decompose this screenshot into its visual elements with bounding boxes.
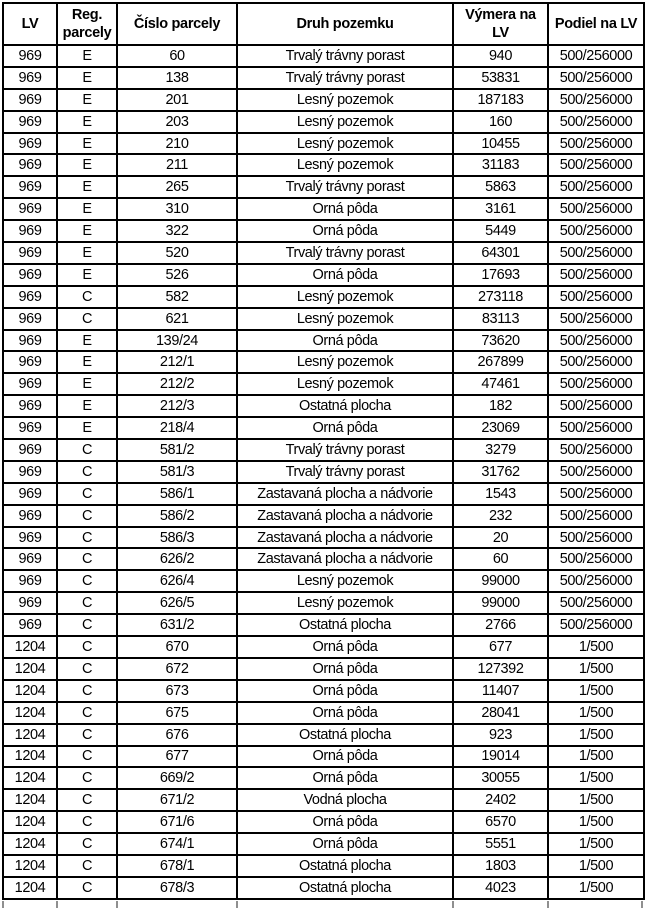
cell-vymera: 232 (453, 505, 548, 527)
cell-lv: 969 (3, 111, 57, 133)
cell-podiel: 500/256000 (548, 417, 644, 439)
cell-reg-parcely: E (57, 67, 117, 89)
cell-cislo-parcely: 265 (117, 176, 237, 198)
cell-reg-parcely: C (57, 286, 117, 308)
column-header-druh-pozemku: Druh pozemku (237, 3, 453, 45)
cell-lv: 1204 (3, 680, 57, 702)
cell-cislo-parcely: 212/2 (117, 373, 237, 395)
cell-reg-parcely: E (57, 154, 117, 176)
cell-lv: 1204 (3, 877, 57, 899)
cell-druh-pozemku: Zastavaná plocha a nádvorie (237, 505, 453, 527)
cell-lv: 969 (3, 242, 57, 264)
cell-reg-parcely: E (57, 373, 117, 395)
cell-lv: 969 (3, 505, 57, 527)
cell-lv: 969 (3, 198, 57, 220)
cell-podiel: 1/500 (548, 680, 644, 702)
cell-reg-parcely: C (57, 702, 117, 724)
cell-reg-parcely: C (57, 746, 117, 768)
cell-podiel: 1/500 (548, 855, 644, 877)
cell-druh-pozemku: Trvalý trávny porast (237, 67, 453, 89)
table-body (3, 45, 644, 899)
table-row (3, 658, 644, 680)
partial-cell (452, 901, 547, 908)
table-row (3, 264, 644, 286)
cell-cislo-parcely: 581/3 (117, 461, 237, 483)
cell-podiel: 500/256000 (548, 198, 644, 220)
cell-lv: 969 (3, 67, 57, 89)
cell-cislo-parcely: 586/2 (117, 505, 237, 527)
cell-vymera: 99000 (453, 570, 548, 592)
cell-druh-pozemku: Ostatná plocha (237, 724, 453, 746)
cell-podiel: 500/256000 (548, 395, 644, 417)
cell-cislo-parcely: 586/3 (117, 527, 237, 549)
cell-cislo-parcely: 211 (117, 154, 237, 176)
cell-reg-parcely: E (57, 351, 117, 373)
cell-cislo-parcely: 626/5 (117, 592, 237, 614)
table-row (3, 330, 644, 352)
header-row (3, 3, 644, 45)
cell-lv: 1204 (3, 811, 57, 833)
cell-druh-pozemku: Lesný pozemok (237, 308, 453, 330)
cell-druh-pozemku: Zastavaná plocha a nádvorie (237, 548, 453, 570)
cell-podiel: 500/256000 (548, 308, 644, 330)
cell-cislo-parcely: 138 (117, 67, 237, 89)
cell-podiel: 500/256000 (548, 154, 644, 176)
cell-lv: 1204 (3, 702, 57, 724)
cell-druh-pozemku: Lesný pozemok (237, 570, 453, 592)
cell-druh-pozemku: Orná pôda (237, 198, 453, 220)
table-row (3, 417, 644, 439)
cell-vymera: 1803 (453, 855, 548, 877)
cell-druh-pozemku: Orná pôda (237, 767, 453, 789)
cell-cislo-parcely: 212/3 (117, 395, 237, 417)
table-header (3, 3, 644, 45)
cell-vymera: 267899 (453, 351, 548, 373)
table-row (3, 877, 644, 899)
cell-druh-pozemku: Lesný pozemok (237, 592, 453, 614)
table-row (3, 439, 644, 461)
cell-cislo-parcely: 669/2 (117, 767, 237, 789)
partial-cell (116, 901, 236, 908)
cell-podiel: 500/256000 (548, 505, 644, 527)
cell-cislo-parcely: 322 (117, 220, 237, 242)
table-row (3, 855, 644, 877)
cell-lv: 1204 (3, 855, 57, 877)
table-row (3, 154, 644, 176)
cell-reg-parcely: C (57, 308, 117, 330)
cell-lv: 1204 (3, 724, 57, 746)
cell-reg-parcely: C (57, 527, 117, 549)
table-row (3, 351, 644, 373)
cell-podiel: 500/256000 (548, 614, 644, 636)
table-row (3, 111, 644, 133)
cell-druh-pozemku: Orná pôda (237, 330, 453, 352)
cell-lv: 969 (3, 548, 57, 570)
cell-podiel: 1/500 (548, 789, 644, 811)
cell-lv: 1204 (3, 767, 57, 789)
cell-cislo-parcely: 201 (117, 89, 237, 111)
table-row (3, 220, 644, 242)
cell-reg-parcely: C (57, 789, 117, 811)
cell-cislo-parcely: 675 (117, 702, 237, 724)
cell-lv: 969 (3, 330, 57, 352)
cell-vymera: 17693 (453, 264, 548, 286)
cell-reg-parcely: C (57, 811, 117, 833)
partial-cell (236, 901, 452, 908)
cell-vymera: 99000 (453, 592, 548, 614)
cell-lv: 969 (3, 176, 57, 198)
partial-cell (56, 901, 116, 908)
cell-reg-parcely: C (57, 614, 117, 636)
cell-vymera: 3161 (453, 198, 548, 220)
cell-druh-pozemku: Orná pôda (237, 680, 453, 702)
cell-podiel: 1/500 (548, 702, 644, 724)
cell-druh-pozemku: Lesný pozemok (237, 111, 453, 133)
partial-next-row (2, 901, 643, 908)
table-row (3, 505, 644, 527)
table-row (3, 242, 644, 264)
cell-reg-parcely: C (57, 570, 117, 592)
table-row (3, 176, 644, 198)
cell-vymera: 11407 (453, 680, 548, 702)
cell-podiel: 500/256000 (548, 133, 644, 155)
cell-vymera: 10455 (453, 133, 548, 155)
cell-cislo-parcely: 203 (117, 111, 237, 133)
cell-cislo-parcely: 586/1 (117, 483, 237, 505)
cell-druh-pozemku: Orná pôda (237, 417, 453, 439)
cell-vymera: 2766 (453, 614, 548, 636)
cell-vymera: 20 (453, 527, 548, 549)
cell-vymera: 5551 (453, 833, 548, 855)
table-row (3, 614, 644, 636)
cell-cislo-parcely: 678/3 (117, 877, 237, 899)
cell-druh-pozemku: Zastavaná plocha a nádvorie (237, 527, 453, 549)
cell-vymera: 5449 (453, 220, 548, 242)
cell-druh-pozemku: Lesný pozemok (237, 373, 453, 395)
parcel-table (2, 2, 645, 900)
cell-druh-pozemku: Lesný pozemok (237, 133, 453, 155)
cell-vymera: 83113 (453, 308, 548, 330)
cell-cislo-parcely: 671/2 (117, 789, 237, 811)
cell-druh-pozemku: Trvalý trávny porast (237, 242, 453, 264)
cell-reg-parcely: C (57, 548, 117, 570)
cell-reg-parcely: E (57, 45, 117, 67)
cell-podiel: 500/256000 (548, 330, 644, 352)
column-header-reg-parcely: Reg. parcely (57, 3, 117, 45)
cell-reg-parcely: C (57, 461, 117, 483)
cell-vymera: 3279 (453, 439, 548, 461)
cell-reg-parcely: E (57, 220, 117, 242)
table-row (3, 767, 644, 789)
cell-druh-pozemku: Orná pôda (237, 220, 453, 242)
cell-reg-parcely: C (57, 767, 117, 789)
cell-lv: 969 (3, 483, 57, 505)
cell-lv: 969 (3, 264, 57, 286)
cell-lv: 969 (3, 351, 57, 373)
table-row (3, 702, 644, 724)
cell-druh-pozemku: Lesný pozemok (237, 351, 453, 373)
cell-podiel: 1/500 (548, 811, 644, 833)
cell-podiel: 500/256000 (548, 592, 644, 614)
cell-lv: 969 (3, 154, 57, 176)
cell-lv: 1204 (3, 833, 57, 855)
cell-reg-parcely: E (57, 330, 117, 352)
cell-reg-parcely: E (57, 133, 117, 155)
cell-podiel: 1/500 (548, 636, 644, 658)
cell-vymera: 677 (453, 636, 548, 658)
cell-druh-pozemku: Orná pôda (237, 746, 453, 768)
cell-druh-pozemku: Trvalý trávny porast (237, 176, 453, 198)
cell-druh-pozemku: Orná pôda (237, 636, 453, 658)
cell-reg-parcely: C (57, 636, 117, 658)
cell-reg-parcely: E (57, 111, 117, 133)
table-row (3, 746, 644, 768)
table-row (3, 833, 644, 855)
cell-cislo-parcely: 673 (117, 680, 237, 702)
cell-cislo-parcely: 677 (117, 746, 237, 768)
cell-podiel: 500/256000 (548, 264, 644, 286)
cell-reg-parcely: C (57, 833, 117, 855)
cell-druh-pozemku: Orná pôda (237, 811, 453, 833)
cell-lv: 1204 (3, 746, 57, 768)
cell-druh-pozemku: Ostatná plocha (237, 614, 453, 636)
cell-druh-pozemku: Ostatná plocha (237, 395, 453, 417)
cell-cislo-parcely: 678/1 (117, 855, 237, 877)
cell-reg-parcely: C (57, 658, 117, 680)
table-row (3, 527, 644, 549)
cell-cislo-parcely: 582 (117, 286, 237, 308)
cell-cislo-parcely: 671/6 (117, 811, 237, 833)
cell-vymera: 273118 (453, 286, 548, 308)
cell-druh-pozemku: Lesný pozemok (237, 286, 453, 308)
cell-vymera: 64301 (453, 242, 548, 264)
cell-podiel: 500/256000 (548, 548, 644, 570)
table-row (3, 89, 644, 111)
cell-lv: 969 (3, 614, 57, 636)
table-row (3, 198, 644, 220)
cell-podiel: 500/256000 (548, 570, 644, 592)
cell-druh-pozemku: Vodná plocha (237, 789, 453, 811)
cell-vymera: 187183 (453, 89, 548, 111)
cell-druh-pozemku: Orná pôda (237, 833, 453, 855)
cell-cislo-parcely: 626/2 (117, 548, 237, 570)
cell-podiel: 500/256000 (548, 89, 644, 111)
table-row (3, 570, 644, 592)
cell-podiel: 500/256000 (548, 45, 644, 67)
cell-cislo-parcely: 212/1 (117, 351, 237, 373)
cell-lv: 969 (3, 570, 57, 592)
cell-reg-parcely: E (57, 89, 117, 111)
cell-lv: 969 (3, 373, 57, 395)
cell-podiel: 500/256000 (548, 111, 644, 133)
cell-cislo-parcely: 581/2 (117, 439, 237, 461)
cell-podiel: 1/500 (548, 833, 644, 855)
table-row (3, 811, 644, 833)
cell-lv: 969 (3, 286, 57, 308)
cell-lv: 969 (3, 89, 57, 111)
cell-vymera: 4023 (453, 877, 548, 899)
cell-lv: 1204 (3, 789, 57, 811)
cell-cislo-parcely: 676 (117, 724, 237, 746)
table-row (3, 133, 644, 155)
cell-lv: 969 (3, 592, 57, 614)
cell-reg-parcely: E (57, 242, 117, 264)
cell-vymera: 31762 (453, 461, 548, 483)
cell-cislo-parcely: 526 (117, 264, 237, 286)
table-row (3, 45, 644, 67)
cell-lv: 969 (3, 461, 57, 483)
cell-druh-pozemku: Lesný pozemok (237, 89, 453, 111)
table-row (3, 308, 644, 330)
cell-reg-parcely: C (57, 680, 117, 702)
partial-cell (2, 901, 56, 908)
cell-druh-pozemku: Trvalý trávny porast (237, 439, 453, 461)
cell-druh-pozemku: Orná pôda (237, 264, 453, 286)
cell-druh-pozemku: Lesný pozemok (237, 154, 453, 176)
cell-vymera: 53831 (453, 67, 548, 89)
table-row (3, 548, 644, 570)
cell-cislo-parcely: 672 (117, 658, 237, 680)
cell-vymera: 940 (453, 45, 548, 67)
cell-vymera: 30055 (453, 767, 548, 789)
cell-cislo-parcely: 674/1 (117, 833, 237, 855)
table-row (3, 286, 644, 308)
cell-podiel: 1/500 (548, 877, 644, 899)
cell-reg-parcely: E (57, 198, 117, 220)
cell-vymera: 31183 (453, 154, 548, 176)
cell-vymera: 160 (453, 111, 548, 133)
table-row (3, 592, 644, 614)
cell-reg-parcely: E (57, 176, 117, 198)
cell-podiel: 500/256000 (548, 351, 644, 373)
cell-lv: 969 (3, 417, 57, 439)
cell-lv: 969 (3, 308, 57, 330)
cell-druh-pozemku: Orná pôda (237, 702, 453, 724)
column-header-vymera-na-lv: Výmera na LV (453, 3, 548, 45)
cell-druh-pozemku: Zastavaná plocha a nádvorie (237, 483, 453, 505)
cell-vymera: 60 (453, 548, 548, 570)
cell-cislo-parcely: 210 (117, 133, 237, 155)
cell-lv: 969 (3, 395, 57, 417)
cell-vymera: 47461 (453, 373, 548, 395)
cell-reg-parcely: C (57, 855, 117, 877)
cell-cislo-parcely: 520 (117, 242, 237, 264)
cell-podiel: 500/256000 (548, 176, 644, 198)
cell-reg-parcely: E (57, 417, 117, 439)
cell-cislo-parcely: 60 (117, 45, 237, 67)
cell-reg-parcely: C (57, 439, 117, 461)
cell-vymera: 5863 (453, 176, 548, 198)
cell-podiel: 1/500 (548, 724, 644, 746)
cell-lv: 969 (3, 439, 57, 461)
table-row (3, 636, 644, 658)
column-header-lv: LV (3, 3, 57, 45)
cell-druh-pozemku: Ostatná plocha (237, 855, 453, 877)
cell-lv: 1204 (3, 658, 57, 680)
cell-podiel: 500/256000 (548, 373, 644, 395)
cell-lv: 969 (3, 133, 57, 155)
table-row (3, 724, 644, 746)
cell-vymera: 127392 (453, 658, 548, 680)
table-row (3, 67, 644, 89)
cell-cislo-parcely: 218/4 (117, 417, 237, 439)
cell-cislo-parcely: 310 (117, 198, 237, 220)
cell-vymera: 2402 (453, 789, 548, 811)
cell-podiel: 500/256000 (548, 439, 644, 461)
table-row (3, 461, 644, 483)
cell-reg-parcely: E (57, 395, 117, 417)
cell-podiel: 500/256000 (548, 286, 644, 308)
cell-podiel: 500/256000 (548, 483, 644, 505)
cell-reg-parcely: E (57, 264, 117, 286)
cell-podiel: 500/256000 (548, 242, 644, 264)
cell-podiel: 1/500 (548, 658, 644, 680)
cell-reg-parcely: C (57, 505, 117, 527)
cell-cislo-parcely: 631/2 (117, 614, 237, 636)
cell-vymera: 6570 (453, 811, 548, 833)
cell-podiel: 500/256000 (548, 220, 644, 242)
table-row (3, 483, 644, 505)
cell-vymera: 28041 (453, 702, 548, 724)
cell-podiel: 1/500 (548, 767, 644, 789)
cell-reg-parcely: C (57, 877, 117, 899)
table-row (3, 789, 644, 811)
cell-cislo-parcely: 626/4 (117, 570, 237, 592)
cell-vymera: 923 (453, 724, 548, 746)
cell-reg-parcely: C (57, 724, 117, 746)
cell-lv: 1204 (3, 636, 57, 658)
cell-druh-pozemku: Trvalý trávny porast (237, 461, 453, 483)
cell-druh-pozemku: Ostatná plocha (237, 877, 453, 899)
cell-podiel: 1/500 (548, 746, 644, 768)
cell-vymera: 1543 (453, 483, 548, 505)
cell-druh-pozemku: Orná pôda (237, 658, 453, 680)
cell-cislo-parcely: 139/24 (117, 330, 237, 352)
column-header-podiel-na-lv: Podiel na LV (548, 3, 644, 45)
cell-lv: 969 (3, 45, 57, 67)
cell-cislo-parcely: 670 (117, 636, 237, 658)
cell-reg-parcely: C (57, 483, 117, 505)
cell-cislo-parcely: 621 (117, 308, 237, 330)
column-header-cislo-parcely: Číslo parcely (117, 3, 237, 45)
cell-vymera: 19014 (453, 746, 548, 768)
table-row (3, 373, 644, 395)
cell-lv: 969 (3, 220, 57, 242)
partial-cell (547, 901, 643, 908)
cell-vymera: 73620 (453, 330, 548, 352)
table-row (3, 395, 644, 417)
cell-podiel: 500/256000 (548, 461, 644, 483)
cell-druh-pozemku: Trvalý trávny porast (237, 45, 453, 67)
cell-podiel: 500/256000 (548, 527, 644, 549)
cell-vymera: 182 (453, 395, 548, 417)
cell-lv: 969 (3, 527, 57, 549)
cell-podiel: 500/256000 (548, 67, 644, 89)
cell-reg-parcely: C (57, 592, 117, 614)
table-row (3, 680, 644, 702)
cell-vymera: 23069 (453, 417, 548, 439)
